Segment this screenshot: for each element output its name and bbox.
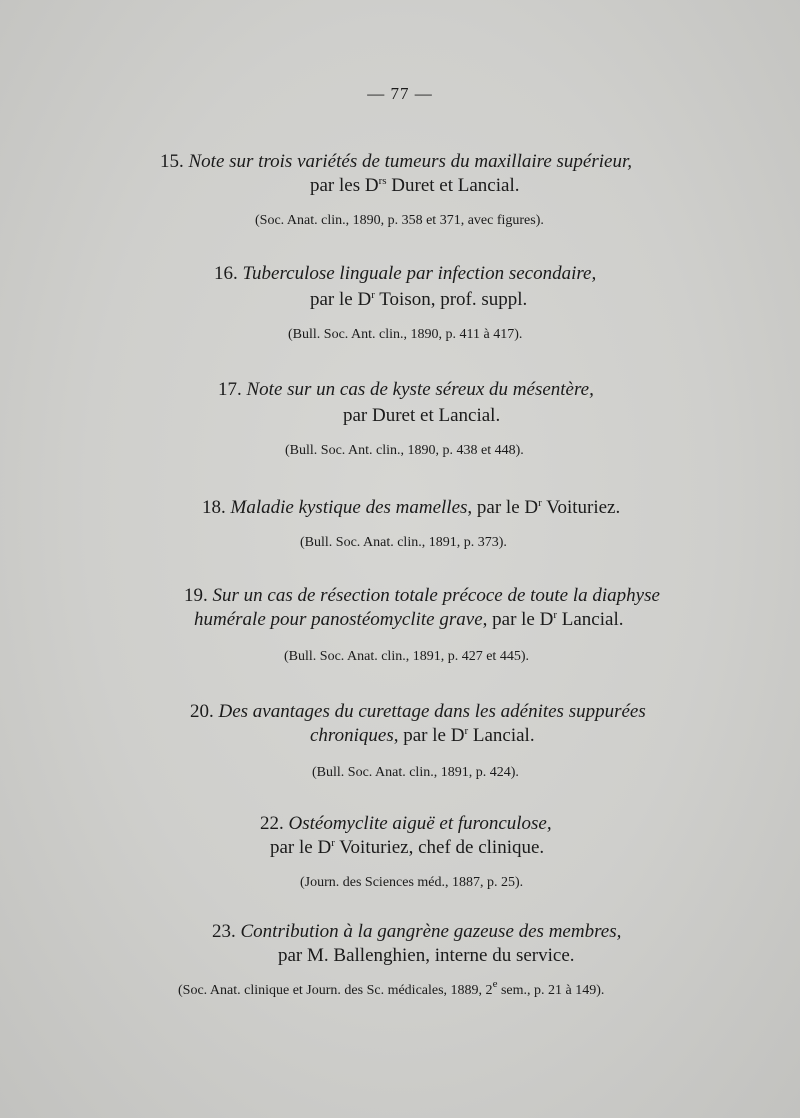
- entry-number: 15.: [160, 151, 184, 172]
- author-prefix: par le D: [270, 837, 332, 858]
- author-names: Lancial.: [468, 725, 535, 746]
- citation-superscript: e: [492, 978, 498, 990]
- author-superscript: r: [464, 725, 469, 737]
- entry-number: 17.: [218, 379, 242, 400]
- entry-number: 16.: [214, 263, 238, 284]
- entry-title-continued: humérale pour panostéomyclite grave: [194, 609, 483, 630]
- entry-title-line: [218, 378, 594, 402]
- entry-title: Note sur un cas de kyste séreux du mésentère,: [246, 379, 594, 400]
- author-names: Voituriez, chef de clinique.: [334, 837, 545, 858]
- entry-title: Tuberculose linguale par infection secondaire,: [242, 263, 597, 284]
- entry-number: 19.: [184, 585, 208, 606]
- entry-citation: (Bull. Soc. Ant. clin., 1890, p. 411 à 417).: [288, 327, 523, 342]
- entry-citation: (Bull. Soc. Anat. clin., 1891, p. 424).: [312, 765, 519, 780]
- author-names: Lancial.: [557, 609, 624, 630]
- entry-title: Des avantages du curettage dans les adénites suppurées: [218, 701, 646, 722]
- entry-title-line: [214, 262, 596, 286]
- author-names: Toison, prof. suppl.: [374, 289, 528, 310]
- author-prefix: , par le D: [482, 609, 554, 630]
- author-prefix: par les D: [310, 175, 379, 196]
- entry-number: 20.: [190, 701, 214, 722]
- entry-citation: (Soc. Anat. clin., 1890, p. 358 et 371, avec figures).: [255, 213, 544, 228]
- entry-citation: [178, 978, 605, 1000]
- entry-title: Sur un cas de résection totale précoce de toute la diaphyse: [212, 585, 660, 606]
- entry-authors: [270, 836, 544, 860]
- citation-text-end: sem., p. 21 à 149).: [497, 983, 605, 998]
- entry-title-line: [260, 812, 552, 836]
- author-names: Duret et Lancial.: [386, 175, 520, 196]
- entry-title: Maladie kystique des mamelles: [230, 497, 468, 518]
- entry-title-continued: chroniques: [310, 725, 394, 746]
- entry-citation: (Bull. Soc. Ant. clin., 1890, p. 438 et 448).: [285, 443, 524, 458]
- author-prefix: , par le D: [467, 497, 539, 518]
- page-number: — 77 —: [367, 84, 433, 103]
- entry-citation: (Journ. des Sciences méd., 1887, p. 25).: [300, 875, 524, 890]
- entry-authors: [310, 174, 519, 198]
- author-prefix: , par le D: [393, 725, 465, 746]
- author-prefix: par le D: [310, 289, 372, 310]
- entry-citation: (Bull. Soc. Anat. clin., 1891, p. 427 et 445).: [284, 649, 529, 664]
- entry-number: 18.: [202, 497, 226, 518]
- entry-title-line-2: [194, 608, 623, 632]
- entry-authors: par M. Ballenghien, interne du service.: [278, 945, 575, 966]
- entry-title-line: [212, 920, 621, 944]
- entry-title-line-2: [310, 724, 535, 748]
- entry-title-line: [184, 584, 660, 608]
- author-superscript: r: [331, 837, 335, 849]
- entry-authors: [310, 288, 527, 312]
- author-superscript: rs: [378, 175, 387, 187]
- author-names: Voituriez.: [541, 497, 621, 518]
- author-superscript: r: [371, 289, 375, 301]
- author-superscript: r: [538, 497, 542, 509]
- entry-citation: (Bull. Soc. Anat. clin., 1891, p. 373).: [300, 535, 507, 550]
- entry-title-line: [190, 700, 646, 724]
- entry-title: Ostéomyclite aiguë et furonculose,: [288, 813, 552, 834]
- entry-title-line: [160, 150, 632, 174]
- entry-number: 23.: [212, 921, 236, 942]
- entry-number: 22.: [260, 813, 284, 834]
- entry-title-line: [202, 496, 620, 520]
- citation-text: (Soc. Anat. clinique et Journ. des Sc. médicales, 1889, 2: [178, 983, 493, 998]
- entry-title: Contribution à la gangrène gazeuse des membres,: [240, 921, 622, 942]
- entry-title: Note sur trois variétés de tumeurs du maxillaire supérieur,: [188, 151, 632, 172]
- author-superscript: r: [553, 609, 558, 621]
- entry-authors: par Duret et Lancial.: [343, 405, 501, 426]
